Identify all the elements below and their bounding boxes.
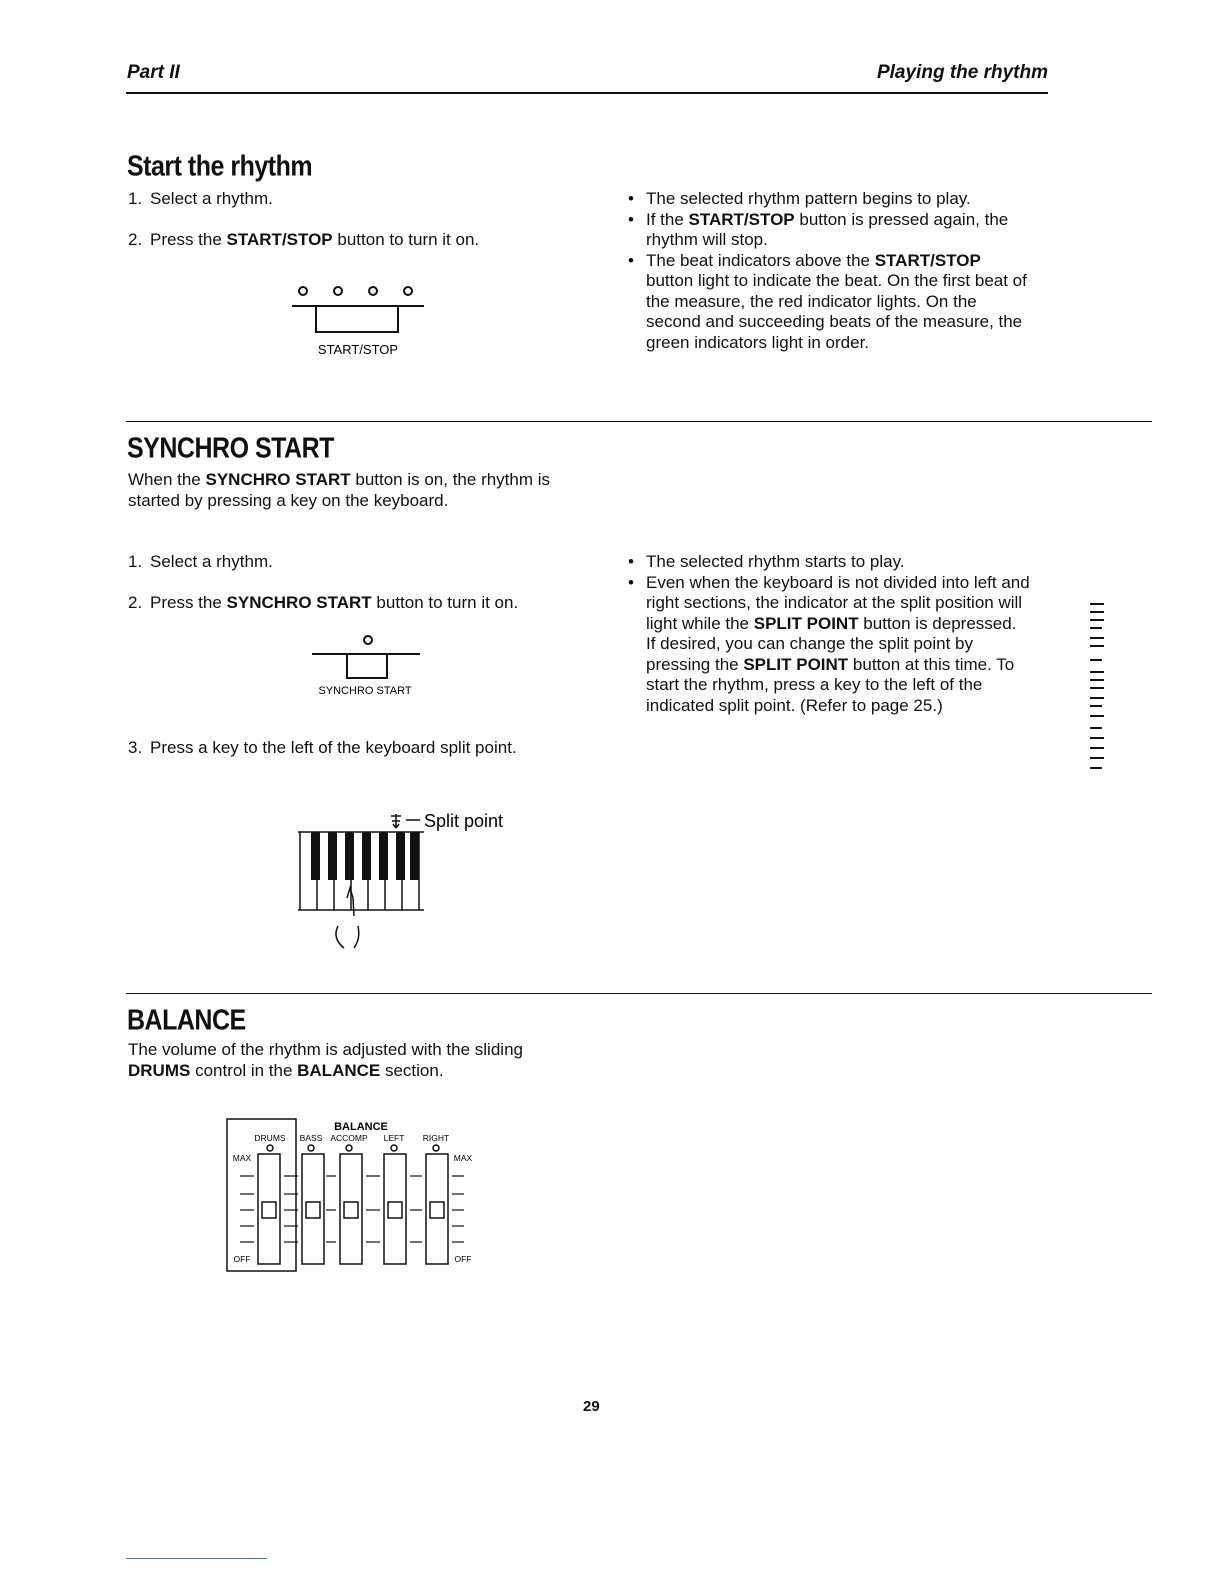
start-bullet-1: • The selected rhythm pattern begins to play. (626, 189, 1030, 210)
synchro-indicator (364, 636, 372, 644)
split-point-label: Split point (424, 811, 504, 831)
balance-panel-title: BALANCE (334, 1121, 388, 1133)
balance-panel (226, 1118, 486, 1274)
synchro-step-3: 3. Press a key to the left of the keyboard split point. (128, 738, 517, 757)
synchro-start-label: SYNCHRO START (318, 685, 412, 697)
start-bullet-3: • The beat indicators above the START/STOP button light to indicate the beat. On the first beat of the measure, the red indicator lights. On the second and succeeding beats of the measure, the green indicators light in order. (626, 251, 1030, 354)
edge-tab-marks (1088, 598, 1110, 778)
synchro-intro: When the SYNCHRO START button is on, the rhythm is started by pressing a key on the keyboard. (128, 470, 551, 510)
start-stop-label: START/STOP (317, 342, 399, 357)
synchro-bullets (626, 552, 1030, 716)
part-label: Part II (127, 62, 180, 83)
max-label-left: MAX (232, 1153, 252, 1163)
start-bullet-2: • If the START/STOP button is pressed again, the rhythm will stop. (626, 210, 1030, 251)
slider-label-bass: BASS (299, 1133, 323, 1143)
balance-text: The volume of the rhythm is adjusted with the sliding DRUMS control in the BALANCE section. (128, 1040, 523, 1080)
synchro-bullet-2: • Even when the keyboard is not divided into left and right sections, the indicator at the split position will light while the SPLIT POINT button is depressed. If desired, you can change the split point by pressing the SPLIT POINT button at this time. To start the rhythm, press a key to the left of the indicated split point. (Refer to page 25.) (626, 573, 1030, 717)
synchro-step-2: 2. Press the SYNCHRO START button to turn it on. (128, 593, 519, 612)
start-heading: Start the rhythm (127, 150, 313, 183)
section-divider-2 (126, 993, 1152, 994)
section-divider-1 (126, 421, 1152, 422)
keyboard-diagram (290, 808, 540, 958)
slider-label-accomp: ACCOMP (330, 1133, 368, 1143)
pressing-hand-icon (336, 888, 359, 948)
balance-heading: BALANCE (127, 1004, 246, 1037)
beat-indicator-2 (334, 287, 342, 295)
slider-label-left: LEFT (383, 1133, 405, 1143)
synchro-start-diagram (300, 630, 430, 710)
start-bullets (626, 189, 1030, 353)
synchro-heading: SYNCHRO START (127, 432, 334, 465)
black-keys (311, 832, 419, 880)
start-step-2: 2. Press the START/STOP button to turn it on. (128, 230, 480, 249)
max-label-right: MAX (453, 1153, 473, 1163)
beat-indicator-1 (299, 287, 307, 295)
page-title: Playing the rhythm (876, 62, 1048, 83)
start-step-1: 1. Select a rhythm. (128, 189, 273, 208)
slider-label-drums: DRUMS (254, 1133, 286, 1143)
synchro-start-button-shape (347, 654, 387, 678)
header-rule (126, 92, 1048, 94)
off-label-right: OFF (454, 1254, 472, 1264)
beat-indicator-3 (369, 287, 377, 295)
beat-indicator-4 (404, 287, 412, 295)
footnote-rule (126, 1558, 267, 1559)
off-label-left: OFF (233, 1254, 251, 1264)
slider-label-right: RIGHT (422, 1133, 450, 1143)
start-stop-diagram (288, 280, 428, 360)
start-stop-button-shape (316, 306, 398, 332)
page-number: 29 (583, 1398, 600, 1415)
synchro-bullet-1: • The selected rhythm starts to play. (626, 552, 1030, 573)
split-point-marker-icon (391, 814, 401, 828)
synchro-step-1: 1. Select a rhythm. (128, 552, 273, 571)
